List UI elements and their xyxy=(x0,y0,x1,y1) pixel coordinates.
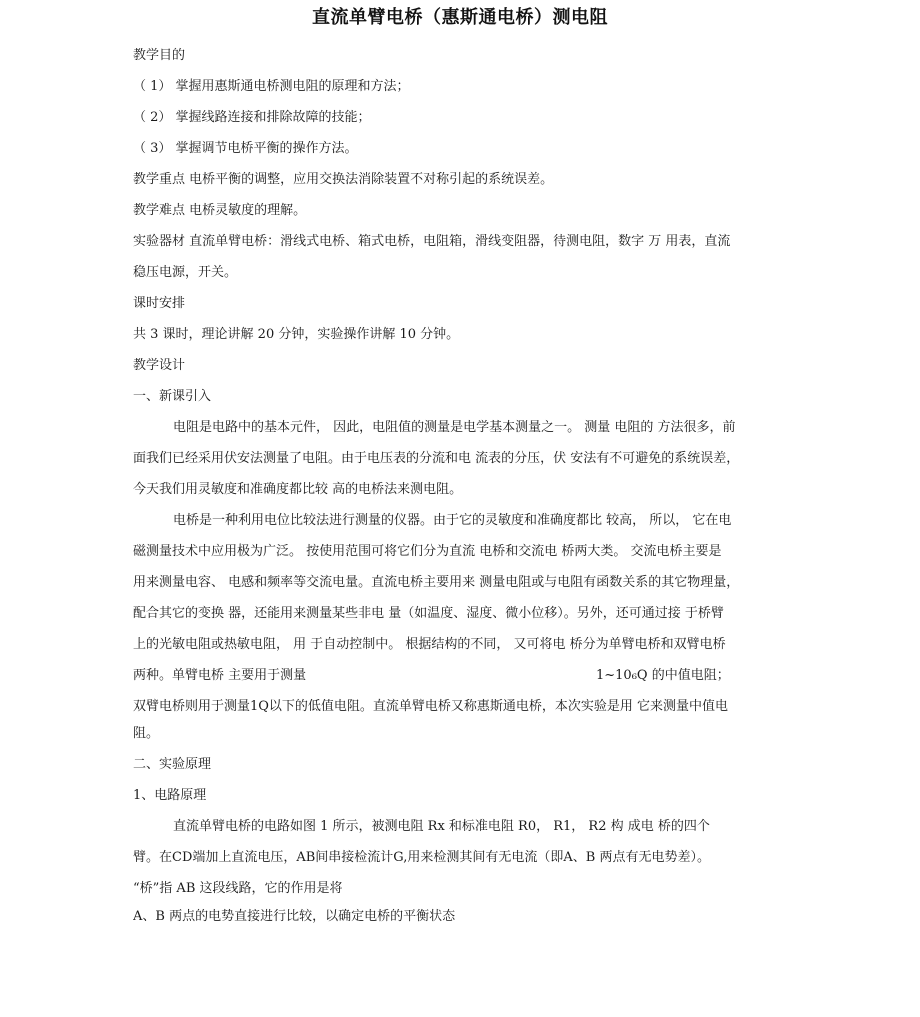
objective-item-1: （ 1） 掌握用惠斯通电桥测电阻的原理和方法； xyxy=(133,79,410,94)
paragraph-3-line: 直流单臂电桥的电路如图 1 所示，被测电阻 Rx 和标准电阻 R0， R1， R2 构 成电 桥的四个 xyxy=(173,819,710,834)
design-heading: 教学设计 xyxy=(133,358,186,373)
paragraph-2-line: 两种。单臂电桥 主要用于测量 xyxy=(133,668,307,683)
paragraph-2-line: 双臂电桥则用于测量1Q以下的低值电阻。直流单臂电桥又称惠斯通电桥，本次实验是用 它来测量中值电 xyxy=(133,699,729,714)
page-title: 直流单臂电桥（惠斯通电桥）测电阻 xyxy=(312,7,608,28)
paragraph-1-line: 面我们已经采用伏安法测量了电阻。由于电压表的分流和电 流表的分压，伏 安法有不可避免的系统误差， xyxy=(133,451,740,466)
section-1-heading: 一、新课引入 xyxy=(133,389,212,404)
schedule-text: 共 3 课时，理论讲解 20 分钟，实验操作讲解 10 分钟。 xyxy=(133,327,460,342)
schedule-heading: 课时安排 xyxy=(133,296,186,311)
subsection-1-heading: 1、电路原理 xyxy=(133,788,207,803)
paragraph-1-line: 今天我们用灵敏度和准确度都比较 高的电桥法来测电阻。 xyxy=(133,482,463,497)
key-points: 教学重点 电桥平衡的调整，应用交换法消除装置不对称引起的系统误差。 xyxy=(133,172,554,187)
paragraph-2-line: 上的光敏电阻或热敏电阻， 用 于自动控制中。 根据结构的不同， 又可将电 桥分为单臂电桥和双臂电桥 xyxy=(133,637,726,652)
objective-item-2: （ 2） 掌握线路连接和排除故障的技能； xyxy=(133,110,371,125)
section-2-heading: 二、实验原理 xyxy=(133,757,212,772)
objectives-heading: 教学目的 xyxy=(133,48,186,63)
paragraph-3-line: 臂。在CD端加上直流电压，AB间串接检流计G,用来检测其间有无电流（即A、B 两点有无电势差）。 xyxy=(133,850,710,865)
paragraph-2-line: 配合其它的变换 器，还能用来测量某些非电 量（如温度、湿度、微小位移）。另外，还可通过接 于桥臂 xyxy=(133,606,724,621)
equipment-line-2: 稳压电源，开关。 xyxy=(133,265,238,280)
paragraph-2-line: 电桥是一种利用电位比较法进行测量的仪器。由于它的灵敏度和准确度都比 较高， 所以， 它在电 xyxy=(173,513,732,528)
paragraph-2-line: 磁测量技术中应用极为广泛。 按使用范围可将它们分为直流 电桥和交流电 桥两大类。 交流电桥主要是 xyxy=(133,544,722,559)
objective-item-3: （ 3） 掌握调节电桥平衡的操作方法。 xyxy=(133,141,358,156)
difficulties: 教学难点 电桥灵敏度的理解。 xyxy=(133,203,307,218)
equipment-line-1: 实验器材 直流单臂电桥：滑线式电桥、箱式电桥，电阻箱，滑线变阻器，待测电阻，数字 万 用表，直流 xyxy=(133,234,731,249)
paragraph-3-line: “桥”指 AB 这段线路，它的作用是将 xyxy=(133,881,343,896)
paragraph-1-line: 电阻是电路中的基本元件， 因此，电阻值的测量是电学基本测量之一。 测量 电阻的 方法很多，前 xyxy=(173,420,736,435)
paragraph-2-line: 用来测量电容、 电感和频率等交流电量。直流电桥主要用来 测量电阻或与电阻有函数关系的其它物理量， xyxy=(133,575,740,590)
paragraph-3-line: A、B 两点的电势直接进行比较，以确定电桥的平衡状态 xyxy=(133,909,456,924)
paragraph-2-line: 阻。 xyxy=(133,726,160,741)
resistance-range: 1~10₆Q 的中值电阻； xyxy=(596,668,730,683)
